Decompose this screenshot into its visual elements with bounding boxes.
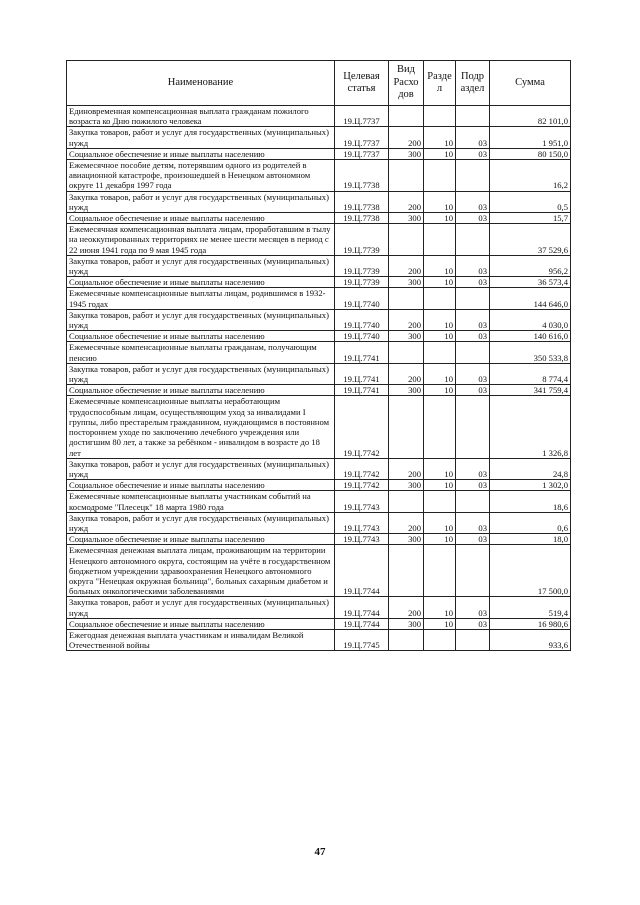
cell-expense-type: 200 xyxy=(389,512,424,533)
table-row xyxy=(67,629,571,650)
cell-subsection: 03 xyxy=(456,534,490,545)
table-row xyxy=(67,491,571,512)
cell-expense-type: 200 xyxy=(389,458,424,479)
cell-amount: 16 980,6 xyxy=(490,618,571,629)
cell-amount: 37 529,6 xyxy=(490,224,571,256)
cell-name: Ежегодная денежная выплата участникам и инвалидам Великой Отечественной войны xyxy=(67,629,335,650)
cell-name: Закупка товаров, работ и услуг для государственных (муниципальных) нужд xyxy=(67,458,335,479)
header-name: Наименование xyxy=(67,61,335,106)
cell-expense-type xyxy=(389,160,424,192)
cell-name: Закупка товаров, работ и услуг для государственных (муниципальных) нужд xyxy=(67,597,335,618)
cell-subsection: 03 xyxy=(456,597,490,618)
cell-section xyxy=(424,160,456,192)
cell-name: Закупка товаров, работ и услуг для государственных (муниципальных) нужд xyxy=(67,255,335,276)
cell-expense-type xyxy=(389,545,424,597)
cell-name: Ежемесячные компенсационные выплаты лицам, родившимся в 1932-1945 годах xyxy=(67,288,335,309)
cell-subsection xyxy=(456,288,490,309)
cell-section xyxy=(424,288,456,309)
cell-target: 19.Ц.7740 xyxy=(335,288,389,309)
table-row xyxy=(67,480,571,491)
cell-subsection: 03 xyxy=(456,331,490,342)
cell-target: 19.Ц.7738 xyxy=(335,213,389,224)
table-row xyxy=(67,545,571,597)
table-row xyxy=(67,160,571,192)
cell-target: 19.Ц.7738 xyxy=(335,191,389,212)
table-row xyxy=(67,396,571,458)
table-row xyxy=(67,309,571,330)
cell-amount: 1 302,0 xyxy=(490,480,571,491)
table-row xyxy=(67,213,571,224)
cell-subsection xyxy=(456,491,490,512)
table-row xyxy=(67,255,571,276)
table-row xyxy=(67,363,571,384)
cell-amount: 82 101,0 xyxy=(490,106,571,127)
table-row xyxy=(67,331,571,342)
cell-amount: 1 951,0 xyxy=(490,127,571,148)
cell-amount: 1 326,8 xyxy=(490,396,571,458)
cell-subsection: 03 xyxy=(456,255,490,276)
cell-amount: 341 759,4 xyxy=(490,385,571,396)
table-row xyxy=(67,512,571,533)
cell-subsection xyxy=(456,224,490,256)
cell-section: 10 xyxy=(424,148,456,159)
cell-section: 10 xyxy=(424,309,456,330)
cell-subsection xyxy=(456,629,490,650)
page-number: 47 xyxy=(314,846,326,858)
cell-subsection: 03 xyxy=(456,363,490,384)
cell-target: 19.Ц.7743 xyxy=(335,512,389,533)
cell-subsection: 03 xyxy=(456,618,490,629)
cell-name: Закупка товаров, работ и услуг для государственных (муниципальных) нужд xyxy=(67,363,335,384)
cell-section xyxy=(424,342,456,363)
cell-section: 10 xyxy=(424,385,456,396)
cell-amount: 140 616,0 xyxy=(490,331,571,342)
cell-amount: 519,4 xyxy=(490,597,571,618)
cell-expense-type: 200 xyxy=(389,255,424,276)
header-section: Разде л xyxy=(424,61,456,106)
cell-expense-type xyxy=(389,342,424,363)
cell-name: Закупка товаров, работ и услуг для государственных (муниципальных) нужд xyxy=(67,127,335,148)
cell-target: 19.Ц.7741 xyxy=(335,363,389,384)
cell-target: 19.Ц.7745 xyxy=(335,629,389,650)
cell-target: 19.Ц.7743 xyxy=(335,491,389,512)
cell-target: 19.Ц.7737 xyxy=(335,106,389,127)
cell-expense-type: 200 xyxy=(389,127,424,148)
cell-expense-type: 300 xyxy=(389,213,424,224)
cell-amount: 0,5 xyxy=(490,191,571,212)
cell-name: Социальное обеспечение и иные выплаты населению xyxy=(67,331,335,342)
cell-target: 19.Ц.7743 xyxy=(335,534,389,545)
cell-target: 19.Ц.7744 xyxy=(335,618,389,629)
cell-expense-type xyxy=(389,629,424,650)
table-row xyxy=(67,277,571,288)
cell-section xyxy=(424,396,456,458)
cell-name: Закупка товаров, работ и услуг для государственных (муниципальных) нужд xyxy=(67,309,335,330)
cell-subsection xyxy=(456,342,490,363)
cell-name: Единовременная компенсационная выплата гражданам пожилого возраста ко Дню пожилого человека xyxy=(67,106,335,127)
cell-section: 10 xyxy=(424,458,456,479)
cell-amount: 0,6 xyxy=(490,512,571,533)
cell-section: 10 xyxy=(424,480,456,491)
cell-expense-type: 200 xyxy=(389,191,424,212)
cell-target: 19.Ц.7737 xyxy=(335,127,389,148)
cell-name: Закупка товаров, работ и услуг для государственных (муниципальных) нужд xyxy=(67,191,335,212)
cell-name: Социальное обеспечение и иные выплаты населению xyxy=(67,385,335,396)
cell-name: Ежемесячная компенсационная выплата лицам, проработавшим в тылу на неоккупированных территориях не менее шести месяцев в период с 22 июня 1941 года по 9 мая 1945 года xyxy=(67,224,335,256)
cell-target: 19.Ц.7739 xyxy=(335,224,389,256)
cell-amount: 80 150,0 xyxy=(490,148,571,159)
cell-target: 19.Ц.7740 xyxy=(335,309,389,330)
header-amount: Сумма xyxy=(490,61,571,106)
cell-expense-type: 300 xyxy=(389,385,424,396)
cell-subsection: 03 xyxy=(456,148,490,159)
cell-expense-type: 200 xyxy=(389,597,424,618)
cell-subsection: 03 xyxy=(456,385,490,396)
cell-expense-type: 300 xyxy=(389,480,424,491)
cell-amount: 15,7 xyxy=(490,213,571,224)
cell-expense-type: 200 xyxy=(389,363,424,384)
cell-section: 10 xyxy=(424,512,456,533)
cell-expense-type: 300 xyxy=(389,148,424,159)
table-header-row xyxy=(67,61,571,106)
cell-amount: 17 500,0 xyxy=(490,545,571,597)
cell-expense-type xyxy=(389,491,424,512)
cell-section: 10 xyxy=(424,363,456,384)
cell-expense-type: 300 xyxy=(389,331,424,342)
cell-amount: 956,2 xyxy=(490,255,571,276)
cell-subsection xyxy=(456,106,490,127)
cell-subsection: 03 xyxy=(456,512,490,533)
budget-sheet xyxy=(66,60,570,651)
cell-amount: 18,6 xyxy=(490,491,571,512)
cell-target: 19.Ц.7742 xyxy=(335,480,389,491)
cell-section: 10 xyxy=(424,534,456,545)
cell-name: Социальное обеспечение и иные выплаты населению xyxy=(67,277,335,288)
cell-expense-type xyxy=(389,106,424,127)
table-row xyxy=(67,618,571,629)
cell-subsection: 03 xyxy=(456,309,490,330)
cell-amount: 4 030,0 xyxy=(490,309,571,330)
cell-amount: 18,0 xyxy=(490,534,571,545)
cell-name: Социальное обеспечение и иные выплаты населению xyxy=(67,534,335,545)
cell-name: Социальное обеспечение и иные выплаты населению xyxy=(67,213,335,224)
cell-section: 10 xyxy=(424,127,456,148)
cell-amount: 24,8 xyxy=(490,458,571,479)
table-row xyxy=(67,106,571,127)
cell-amount: 350 533,8 xyxy=(490,342,571,363)
table-row xyxy=(67,597,571,618)
cell-subsection: 03 xyxy=(456,480,490,491)
cell-section xyxy=(424,106,456,127)
cell-expense-type: 300 xyxy=(389,534,424,545)
cell-amount: 8 774,4 xyxy=(490,363,571,384)
cell-target: 19.Ц.7744 xyxy=(335,545,389,597)
cell-subsection: 03 xyxy=(456,191,490,212)
cell-section: 10 xyxy=(424,191,456,212)
cell-subsection: 03 xyxy=(456,277,490,288)
cell-name: Ежемесячная денежная выплата лицам, проживающим на территории Ненецкого автономного округа, состоящим на учёте в государственном бюджетном учреждении здравоохранения Ненецкого автономного округа "Ненецкая окружная больница", больных сахарным диабетом и больных онкологическими заболеваниями xyxy=(67,545,335,597)
header-target: Целевая статья xyxy=(335,61,389,106)
cell-name: Ежемесячные компенсационные выплаты гражданам, получающим пенсию xyxy=(67,342,335,363)
cell-subsection: 03 xyxy=(456,127,490,148)
cell-name: Ежемесячные компенсационные выплаты неработающим трудоспособным лицам, осуществляющим уход за инвалидами I группы, либо престарелым гражданином, нуждающимся в постоянном постороннем уходе по заключению лечебного учреждения или достигшим 80 лет, а также за ребёнком - инвалидом в возрасте до 18 лет xyxy=(67,396,335,458)
cell-name: Ежемесячные компенсационные выплаты участникам событий на космодроме "Плесецк" 18 марта 1980 года xyxy=(67,491,335,512)
header-expense-type: Вид Расхо дов xyxy=(389,61,424,106)
cell-expense-type xyxy=(389,224,424,256)
cell-target: 19.Ц.7741 xyxy=(335,385,389,396)
cell-target: 19.Ц.7742 xyxy=(335,396,389,458)
table-row xyxy=(67,342,571,363)
cell-subsection: 03 xyxy=(456,458,490,479)
cell-amount: 144 646,0 xyxy=(490,288,571,309)
cell-target: 19.Ц.7739 xyxy=(335,255,389,276)
cell-section: 10 xyxy=(424,213,456,224)
budget-table xyxy=(66,60,571,651)
table-row xyxy=(67,127,571,148)
cell-amount: 16,2 xyxy=(490,160,571,192)
cell-section xyxy=(424,491,456,512)
cell-section xyxy=(424,545,456,597)
cell-section: 10 xyxy=(424,277,456,288)
cell-name: Ежемесячное пособие детям, потерявшим одного из родителей в авиационной катастрофе, произошедшей в Ненецком автономном округе 11 декабря 1997 года xyxy=(67,160,335,192)
cell-expense-type xyxy=(389,396,424,458)
cell-subsection xyxy=(456,545,490,597)
table-row xyxy=(67,534,571,545)
cell-target: 19.Ц.7744 xyxy=(335,597,389,618)
table-row xyxy=(67,385,571,396)
cell-expense-type xyxy=(389,288,424,309)
table-row xyxy=(67,458,571,479)
cell-target: 19.Ц.7738 xyxy=(335,160,389,192)
cell-target: 19.Ц.7739 xyxy=(335,277,389,288)
cell-expense-type: 300 xyxy=(389,277,424,288)
table-row xyxy=(67,148,571,159)
cell-target: 19.Ц.7737 xyxy=(335,148,389,159)
cell-target: 19.Ц.7740 xyxy=(335,331,389,342)
cell-name: Закупка товаров, работ и услуг для государственных (муниципальных) нужд xyxy=(67,512,335,533)
cell-amount: 36 573,4 xyxy=(490,277,571,288)
cell-section: 10 xyxy=(424,618,456,629)
table-row xyxy=(67,224,571,256)
cell-section xyxy=(424,224,456,256)
table-row xyxy=(67,191,571,212)
cell-subsection xyxy=(456,396,490,458)
cell-section: 10 xyxy=(424,331,456,342)
cell-target: 19.Ц.7741 xyxy=(335,342,389,363)
header-subsection: Подр аздел xyxy=(456,61,490,106)
cell-expense-type: 300 xyxy=(389,618,424,629)
cell-subsection: 03 xyxy=(456,213,490,224)
cell-target: 19.Ц.7742 xyxy=(335,458,389,479)
cell-name: Социальное обеспечение и иные выплаты населению xyxy=(67,148,335,159)
cell-section: 10 xyxy=(424,597,456,618)
cell-amount: 933,6 xyxy=(490,629,571,650)
cell-section xyxy=(424,629,456,650)
table-row xyxy=(67,288,571,309)
cell-expense-type: 200 xyxy=(389,309,424,330)
cell-section: 10 xyxy=(424,255,456,276)
cell-subsection xyxy=(456,160,490,192)
cell-name: Социальное обеспечение и иные выплаты населению xyxy=(67,618,335,629)
cell-name: Социальное обеспечение и иные выплаты населению xyxy=(67,480,335,491)
